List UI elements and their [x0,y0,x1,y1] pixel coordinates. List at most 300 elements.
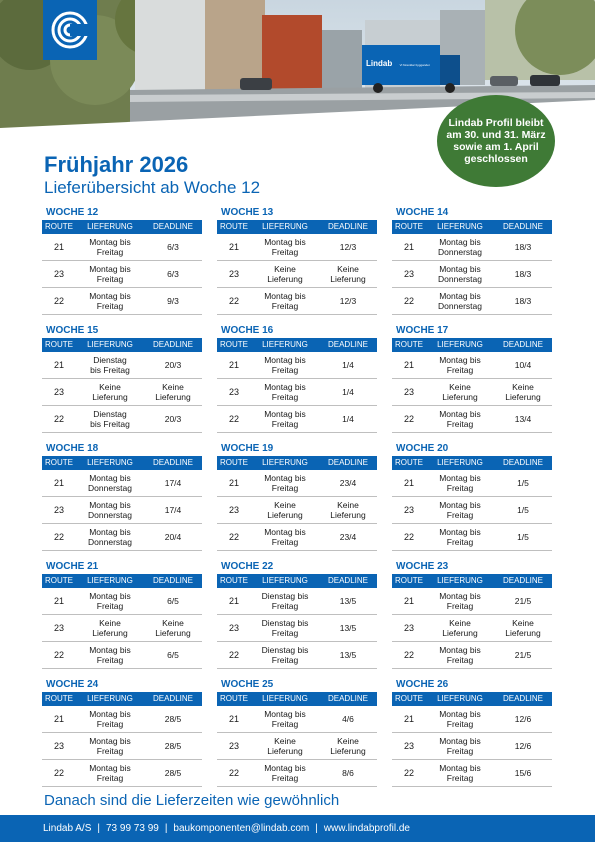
table-row [42,524,202,551]
lieferung-text: Freitag [446,537,474,547]
lieferung-text: Keine [274,264,296,274]
header-route: ROUTE [395,458,423,467]
lieferung-text: Freitag [271,419,299,429]
header-deadline: DEADLINE [152,340,193,349]
truck-branding [366,58,438,69]
deadline-cell [319,296,377,306]
deadline-cell [144,596,202,606]
table-row [217,760,377,787]
table-row [217,288,377,315]
route-cell: 22 [53,768,64,778]
lieferung-cell [251,473,319,493]
deadline-cell [319,596,377,606]
lieferung-text: Montag bis [439,736,481,746]
table-row [392,760,552,787]
lieferung-text: Freitag [271,537,299,547]
lieferung-text: Montag bis [439,237,481,247]
week-block [217,323,377,433]
week-block [217,205,377,315]
lieferung-cell [76,591,144,611]
footer-website[interactable]: www.lindabprofil.de [323,823,410,834]
header-route: ROUTE [395,340,423,349]
deadline-cell [319,768,377,778]
lieferung-text: Freitag [446,510,474,520]
week-title: WOCHE 23 [396,561,449,572]
deadline-text: 23/4 [339,478,357,488]
lindab-logo-icon [50,10,90,50]
table-row [42,642,202,669]
deadline-text: 6/3 [167,242,179,252]
lieferung-cell [426,355,494,375]
route-cell: 22 [228,296,239,306]
route-cell: 21 [228,596,239,606]
table-row [217,352,377,379]
table-body [42,352,202,433]
lieferung-text: Montag bis [89,473,131,483]
table-row [217,642,377,669]
table-row [392,615,552,642]
week-block [392,559,552,669]
route-cell: 23 [53,387,64,397]
lieferung-cell [426,763,494,783]
deadline-text: Keine [162,382,184,392]
lieferung-text: Keine [449,618,471,628]
table-header [392,220,552,234]
table-header [217,574,377,588]
lieferung-text: Freitag [446,601,474,611]
truck-brand-text: Lindab [366,59,393,68]
lieferung-text: Lieferung [92,392,128,402]
deadline-text: 1/5 [517,478,529,488]
table-row [392,470,552,497]
lieferung-text: Montag bis [89,527,131,537]
badge-line: Lindab Profil bleibt [448,117,544,129]
table-row [42,470,202,497]
table-row [392,234,552,261]
header-deadline: DEADLINE [152,222,193,231]
lieferung-text: Dienstag bis [261,591,309,601]
lieferung-text: Donnerstag [88,483,132,493]
footer-company: Lindab A/S [43,823,92,834]
week-title: WOCHE 25 [221,679,274,690]
lieferung-cell [76,237,144,257]
deadline-cell [494,269,552,279]
lieferung-text: Dienstag [93,409,127,419]
header-lieferung: LIEFERUNG [87,340,133,349]
deadline-cell [144,618,202,638]
lieferung-cell [426,409,494,429]
route-cell: 21 [228,478,239,488]
table-row [217,234,377,261]
lieferung-text: Montag bis [264,355,306,365]
header-route: ROUTE [45,576,73,585]
lieferung-cell [76,709,144,729]
deadline-cell [494,382,552,402]
lieferung-text: Freitag [446,483,474,493]
header-route: ROUTE [220,694,248,703]
lieferung-cell [426,473,494,493]
week-block [42,559,202,669]
week-title: WOCHE 24 [46,679,99,690]
week-block [42,441,202,551]
lieferung-text: Montag bis [264,382,306,392]
lieferung-cell [76,618,144,638]
route-cell: 23 [403,269,414,279]
deadline-cell [144,714,202,724]
table-body [392,470,552,551]
deadline-cell [144,532,202,542]
lieferung-text: Donnerstag [88,537,132,547]
deadline-text: 18/3 [514,296,532,306]
deadline-cell [319,532,377,542]
deadline-cell [494,714,552,724]
header-route: ROUTE [395,576,423,585]
deadline-text: 1/4 [342,387,354,397]
route-cell: 21 [53,596,64,606]
header-lieferung: LIEFERUNG [262,458,308,467]
lieferung-text: Freitag [446,419,474,429]
header-lieferung: LIEFERUNG [437,222,483,231]
deadline-text: 18/3 [514,269,532,279]
deadline-text: Keine [337,736,359,746]
deadline-text: 15/6 [514,768,532,778]
table-row [392,352,552,379]
route-cell: 21 [403,714,414,724]
deadline-text: Keine [337,264,359,274]
deadline-cell [144,478,202,488]
lieferung-text: Freitag [446,365,474,375]
lieferung-text: Freitag [271,601,299,611]
route-cell: 23 [403,741,414,751]
route-cell: 23 [53,741,64,751]
deadline-text: 21/5 [514,596,532,606]
lieferung-text: Freitag [96,719,124,729]
route-cell: 21 [53,478,64,488]
week-title: WOCHE 21 [46,561,99,572]
week-block [217,559,377,669]
route-cell: 23 [53,505,64,515]
deadline-cell [144,242,202,252]
lieferung-cell [251,763,319,783]
deadline-text: 12/3 [339,242,357,252]
footer-separator: | [97,823,100,834]
deadline-text: 17/4 [164,505,182,515]
table-row [392,588,552,615]
table-row [392,524,552,551]
week-title: WOCHE 17 [396,325,449,336]
table-header [392,456,552,470]
deadline-text: 6/5 [167,596,179,606]
table-header [217,692,377,706]
deadline-cell [494,768,552,778]
table-row [42,234,202,261]
deadline-text: Keine [337,500,359,510]
lieferung-text: Montag bis [89,763,131,773]
lieferung-text: Montag bis [439,763,481,773]
lieferung-text: Freitag [446,719,474,729]
lieferung-text: Montag bis [439,355,481,365]
lieferung-cell [251,736,319,756]
deadline-cell [494,532,552,542]
deadline-text: 1/5 [517,532,529,542]
header-deadline: DEADLINE [152,694,193,703]
lieferung-text: Keine [274,736,296,746]
lieferung-text: Montag bis [264,409,306,419]
route-cell: 21 [228,714,239,724]
table-header [42,220,202,234]
route-cell: 23 [228,269,239,279]
lieferung-cell [426,264,494,284]
header-lieferung: LIEFERUNG [87,694,133,703]
deadline-cell [494,618,552,638]
route-cell: 22 [403,650,414,660]
header-lieferung: LIEFERUNG [262,222,308,231]
route-cell: 22 [403,768,414,778]
week-title: WOCHE 15 [46,325,99,336]
deadline-cell [494,505,552,515]
table-row [217,733,377,760]
table-row [42,261,202,288]
table-header [392,338,552,352]
table-header [217,456,377,470]
lieferung-text: Keine [99,618,121,628]
table-body [392,234,552,315]
table-body [392,706,552,787]
route-cell: 21 [403,360,414,370]
lieferung-text: Montag bis [264,527,306,537]
header-route: ROUTE [220,340,248,349]
deadline-text: 1/4 [342,414,354,424]
lieferung-cell [76,473,144,493]
deadline-cell [319,242,377,252]
header-deadline: DEADLINE [152,576,193,585]
deadline-cell [319,500,377,520]
lieferung-text: Lieferung [267,274,303,284]
table-header [42,338,202,352]
header-lieferung: LIEFERUNG [87,458,133,467]
table-row [42,760,202,787]
lieferung-text: Freitag [271,628,299,638]
week-block [42,205,202,315]
deadline-text: 12/6 [514,714,532,724]
table-row [217,497,377,524]
lieferung-text: Montag bis [89,591,131,601]
header-lieferung: LIEFERUNG [262,340,308,349]
lieferung-text: Freitag [96,247,124,257]
deadline-text: 28/5 [164,768,182,778]
header-deadline: DEADLINE [502,458,543,467]
lieferung-text: Montag bis [439,527,481,537]
week-block [392,323,552,433]
lieferung-text: Montag bis [89,500,131,510]
route-cell: 22 [53,650,64,660]
lieferung-text: Freitag [271,719,299,729]
route-cell: 22 [228,650,239,660]
deadline-text: Lieferung [155,628,191,638]
week-title: WOCHE 26 [396,679,449,690]
table-row [217,615,377,642]
route-cell: 23 [228,741,239,751]
deadline-cell [144,650,202,660]
header-route: ROUTE [45,222,73,231]
footer-email[interactable]: baukomponenten@lindab.com [173,823,310,834]
route-cell: 23 [228,387,239,397]
header-deadline: DEADLINE [502,694,543,703]
deadline-cell [144,505,202,515]
table-body [392,352,552,433]
deadline-text: 20/4 [164,532,182,542]
lieferung-text: Freitag [271,247,299,257]
deadline-cell [144,296,202,306]
lieferung-text: Montag bis [89,291,131,301]
week-block [42,323,202,433]
route-cell: 23 [403,387,414,397]
route-cell: 23 [228,505,239,515]
deadline-cell [494,596,552,606]
badge-line: sowie am 1. April [453,141,539,153]
deadline-cell [319,414,377,424]
header-route: ROUTE [45,694,73,703]
lieferung-text: Freitag [271,301,299,311]
week-block [217,677,377,787]
table-row [217,524,377,551]
table-header [217,220,377,234]
lieferung-cell [426,709,494,729]
header-deadline: DEADLINE [327,222,368,231]
deadline-cell [494,478,552,488]
deadline-cell [494,242,552,252]
header-lieferung: LIEFERUNG [87,222,133,231]
deadline-cell [319,264,377,284]
header-deadline: DEADLINE [327,458,368,467]
lieferung-text: Montag bis [264,237,306,247]
week-block [392,205,552,315]
lieferung-text: Montag bis [439,473,481,483]
route-cell: 21 [403,596,414,606]
deadline-text: Keine [162,618,184,628]
table-row [42,706,202,733]
truck-slogan-text: Vi förenklar byggandet [399,63,430,67]
lieferung-text: bis Freitag [90,365,130,375]
deadline-text: Keine [512,382,534,392]
deadline-cell [494,360,552,370]
header-lieferung: LIEFERUNG [437,576,483,585]
deadline-cell [144,269,202,279]
table-body [217,234,377,315]
route-cell: 22 [53,532,64,542]
lieferung-cell [76,409,144,429]
lieferung-cell [251,645,319,665]
header-lieferung: LIEFERUNG [437,694,483,703]
lieferung-cell [76,500,144,520]
lieferung-cell [251,618,319,638]
header-route: ROUTE [220,222,248,231]
table-row [217,706,377,733]
lieferung-text: Freitag [271,773,299,783]
table-row [392,288,552,315]
badge-line: am 30. und 31. März [446,129,546,141]
week-title: WOCHE 13 [221,207,274,218]
lieferung-cell [76,645,144,665]
lieferung-cell [251,500,319,520]
deadline-text: 1/4 [342,360,354,370]
week-title: WOCHE 12 [46,207,99,218]
week-title: WOCHE 18 [46,443,99,454]
closure-badge [437,95,555,187]
table-header [392,692,552,706]
week-block [42,677,202,787]
week-block [217,441,377,551]
deadline-cell [144,741,202,751]
lieferung-text: Keine [99,382,121,392]
table-header [392,574,552,588]
table-header [217,338,377,352]
lieferung-text: Freitag [271,365,299,375]
header-route: ROUTE [45,340,73,349]
table-row [217,261,377,288]
header-route: ROUTE [220,458,248,467]
deadline-cell [319,387,377,397]
lieferung-text: bis Freitag [90,419,130,429]
table-header [42,456,202,470]
header-route: ROUTE [395,222,423,231]
deadline-text: 28/5 [164,741,182,751]
deadline-text: Lieferung [330,510,366,520]
lieferung-cell [76,736,144,756]
table-row [42,588,202,615]
lieferung-cell [426,527,494,547]
lieferung-text: Donnerstag [438,274,482,284]
route-cell: 21 [228,360,239,370]
lieferung-text: Freitag [96,746,124,756]
lieferung-text: Freitag [271,483,299,493]
route-cell: 22 [403,296,414,306]
lieferung-text: Montag bis [439,645,481,655]
deadline-cell [144,360,202,370]
lieferung-text: Lieferung [267,510,303,520]
lieferung-cell [76,291,144,311]
lieferung-text: Freitag [96,655,124,665]
lieferung-cell [251,591,319,611]
week-title: WOCHE 22 [221,561,274,572]
deadline-cell [319,650,377,660]
route-cell: 21 [53,714,64,724]
deadline-text: 20/3 [164,360,182,370]
footer-separator: | [164,823,168,834]
table-body [42,234,202,315]
lieferung-text: Donnerstag [438,247,482,257]
lieferung-text: Montag bis [439,591,481,601]
lieferung-cell [251,527,319,547]
footer-phone[interactable]: 73 99 73 99 [105,823,159,834]
deadline-text: Keine [512,618,534,628]
header-deadline: DEADLINE [327,694,368,703]
header-deadline: DEADLINE [502,222,543,231]
lieferung-text: Freitag [446,773,474,783]
lieferung-text: Keine [274,500,296,510]
lieferung-text: Keine [449,382,471,392]
deadline-cell [319,360,377,370]
lieferung-text: Montag bis [264,763,306,773]
lieferung-text: Dienstag bis [261,618,309,628]
route-cell: 21 [403,478,414,488]
deadline-text: 1/5 [517,505,529,515]
table-body [217,706,377,787]
lieferung-cell [426,500,494,520]
table-row [217,379,377,406]
deadline-text: 23/4 [339,532,357,542]
deadline-text: 17/4 [164,478,182,488]
